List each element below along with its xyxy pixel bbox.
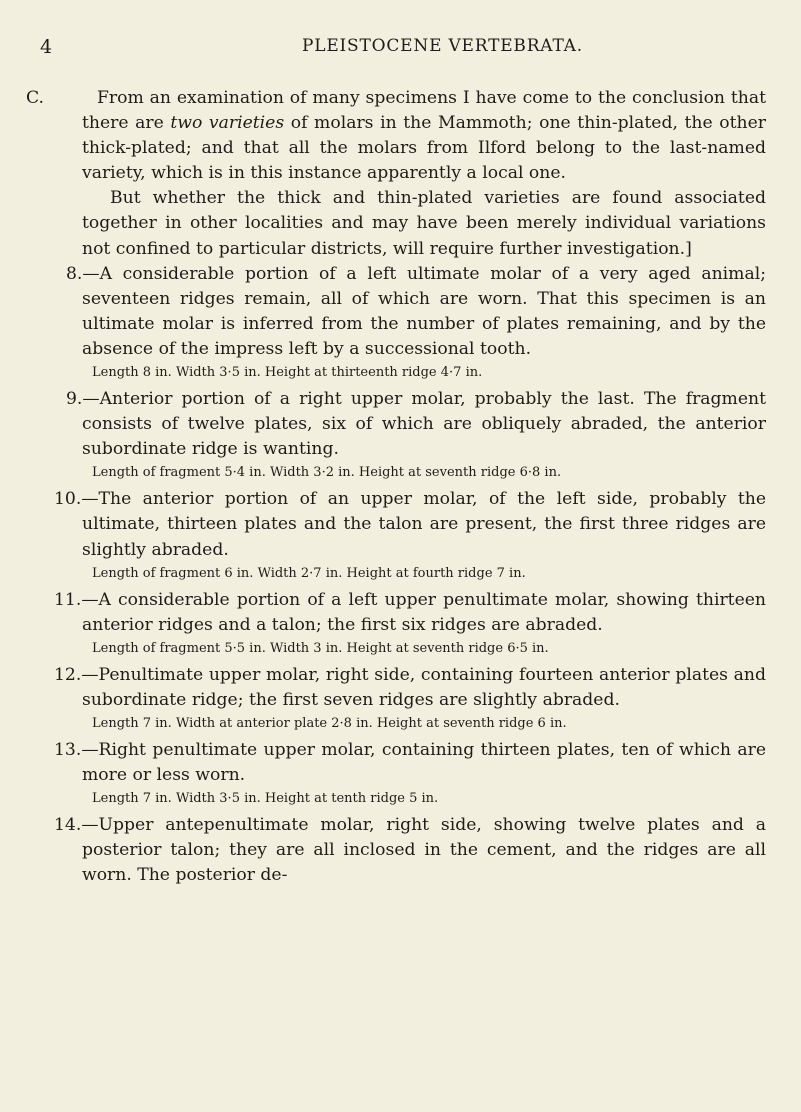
specimen-text: —A considerable portion of a left upper penultimate molar, showing thirteen anterior ridges and a talon; the first six ridges are abraded. <box>81 589 766 635</box>
specimen-number: 12. <box>54 664 82 685</box>
specimen-number: 11. <box>54 589 82 610</box>
specimen-description <box>54 813 766 888</box>
specimen-measurements: Length of fragment 6 in. Width 2·7 in. Height at fourth ridge 7 in. <box>92 565 526 581</box>
specimen-text: —Upper antepenultimate molar, right side, showing twelve plates and a posterior talon; they are all inclosed in the cement, and the ridges are all worn. The posterior de- <box>81 815 766 886</box>
specimen-measurements: Length of fragment 5·4 in. Width 3·2 in. Height at seventh ridge 6·8 in. <box>92 465 562 481</box>
specimen-measurements: Length of fragment 5·5 in. Width 3 in. Height at seventh ridge 6·5 in. <box>92 640 549 656</box>
specimen-entry <box>54 387 766 481</box>
specimen-description <box>66 387 766 462</box>
specimen-measurements: Length 7 in. Width 3·5 in. Height at tenth ridge 5 in. <box>92 791 439 807</box>
specimen-description <box>54 588 766 638</box>
specimen-number: 8. <box>66 263 83 284</box>
page-number: 4 <box>40 36 53 58</box>
specimen-measurements: Length 7 in. Width at anterior plate 2·8 in. Height at seventh ridge 6 in. <box>92 715 567 731</box>
specimen-entry <box>54 588 766 657</box>
specimen-description <box>54 663 766 713</box>
specimen-entry <box>54 487 766 581</box>
specimen-list <box>54 262 766 889</box>
note-text-1: From an examination of many specimens I have come to the conclusion that there are two varieties of molars in the Mammoth; one thin-plated, the other thick-plated; and that all the molars from Ilford belong to the last-named variety, which is in this instance apparently a local one. <box>82 88 766 184</box>
specimen-text: —A considerable portion of a left ultimate molar of a very aged animal; seventeen ridges remain, all of which are worn. That this specimen is an ultimate molar is inferred from the number of plates remaining, and by the absence of the impress left by a successional tooth. <box>82 263 766 359</box>
specimen-text: —Penultimate upper molar, right side, containing fourteen anterior plates and subordinate ridge; the first seven ridges are slightly abraded. <box>81 664 766 710</box>
page-header <box>40 36 740 62</box>
note-paragraph <box>26 86 766 262</box>
specimen-text: —Right penultimate upper molar, containing thirteen plates, ten of which are more or less worn. <box>81 739 766 786</box>
note-text-2: But whether the thick and thin-plated varieties are found associated together in other localities and may have been merely individual variations not confined to particular districts, will require further investigation.] <box>82 188 766 259</box>
specimen-text: —Anterior portion of a right upper molar, probably the last. The fragment consists of twelve plates, six of which are obliquely abraded, the anterior subordinate ridge is wanting. <box>82 389 766 460</box>
specimen-description <box>54 738 766 788</box>
specimen-description <box>66 262 766 362</box>
specimen-entry <box>54 663 766 732</box>
specimen-entry <box>54 262 766 381</box>
note-label: C. <box>26 88 45 108</box>
specimen-number: 14. <box>54 815 82 836</box>
specimen-text: —The anterior portion of an upper molar, of the left side, probably the ultimate, thirteen plates and the talon are present, the first three ridges are slightly abraded. <box>81 489 766 560</box>
emphasis: two varieties <box>170 113 285 134</box>
specimen-entry <box>54 738 766 807</box>
specimen-number: 13. <box>54 739 82 760</box>
specimen-number: 9. <box>66 389 83 410</box>
specimen-entry <box>54 813 766 888</box>
specimen-description <box>54 487 766 562</box>
running-title: PLEISTOCENE VERTEBRATA. <box>302 36 583 56</box>
page-body <box>26 86 766 888</box>
specimen-measurements: Length 8 in. Width 3·5 in. Height at thirteenth ridge 4·7 in. <box>92 365 483 381</box>
specimen-number: 10. <box>54 489 82 510</box>
